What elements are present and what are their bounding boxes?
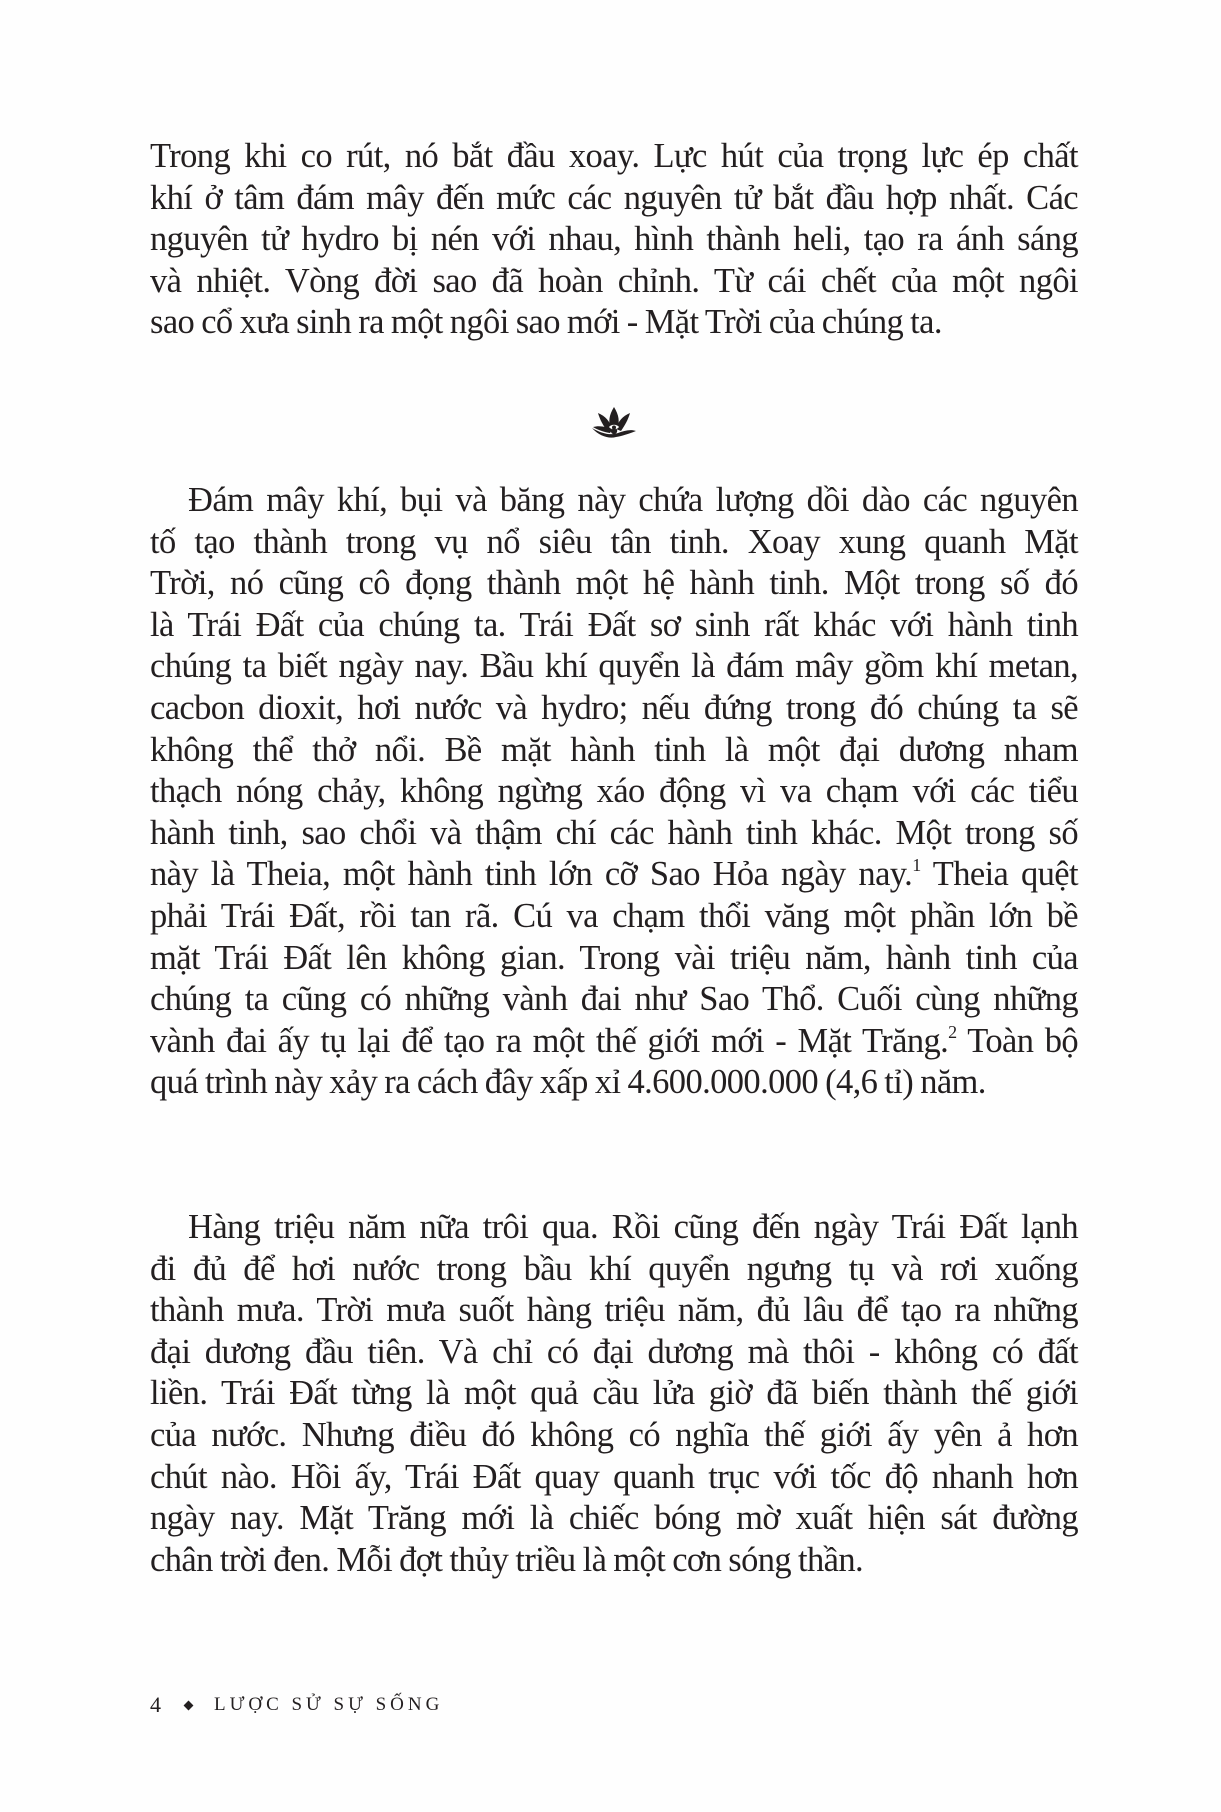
text-line-with-footnote [150,854,1078,896]
text-line: nguyên tử hydro bị nén với nhau, hình thành heli, tạo ra ánh sáng [150,220,1078,259]
text-line: quá trình này xảy ra cách đây xấp xỉ 4.600.000.000 (4,6 tỉ) năm. [150,1063,986,1102]
text-line: đi đủ để hơi nước trong bầu khí quyển ngưng tụ và rơi xuống [150,1249,1078,1288]
text-line: chút nào. Hồi ấy, Trái Đất quay quanh trục với tốc độ nhanh hơn [150,1457,1078,1496]
footnote-marker-1[interactable]: 1 [912,855,921,876]
text-line: phải Trái Đất, rồi tan rã. Cú va chạm thổi văng một phần lớn bề [150,896,1078,935]
text-line: của nước. Nhưng điều đó không có nghĩa thế giới ấy yên ả hơn [150,1415,1078,1454]
text-line: tố tạo thành trong vụ nổ siêu tân tinh. Xoay xung quanh Mặt [150,522,1078,561]
page-number: 4 [150,1692,161,1717]
text-line: và nhiệt. Vòng đời sao đã hoàn chỉnh. Từ cái chết của một ngôi [150,261,1078,300]
page-footer [150,1692,443,1718]
text-line: Hàng triệu năm nữa trôi qua. Rồi cũng đến ngày Trái Đất lạnh [188,1208,1078,1246]
text-line: Đám mây khí, bụi và băng này chứa lượng dồi dào các nguyên [188,481,1078,519]
running-title: LƯỢC SỬ SỰ SỐNG [214,1694,444,1715]
text-line: thạch nóng chảy, không ngừng xáo động vì va chạm với các tiểu [150,772,1078,811]
text-line: mặt Trái Đất lên không gian. Trong vài triệu năm, hành tinh của [150,938,1078,977]
text-line: chúng ta biết ngày nay. Bầu khí quyển là đám mây gồm khí metan, [150,647,1078,686]
text-line: hành tinh, sao chổi và thậm chí các hành tinh khác. Một trong số [150,813,1078,852]
text-line: đại dương đầu tiên. Và chỉ có đại dương mà thôi - không có đất [150,1332,1078,1371]
text-line: Trong khi co rút, nó bắt đầu xoay. Lực hút của trọng lực ép chất [150,137,1078,175]
lotus-flower-icon [590,405,638,441]
footnote-marker-2[interactable]: 2 [948,1021,957,1042]
text-line: không thể thở nổi. Bề mặt hành tinh là một đại dương nham [150,730,1078,769]
line-text-after: Theia quệt [920,855,1078,894]
text-line: chân trời đen. Mỗi đợt thủy triều là một cơn sóng thần. [150,1540,864,1579]
text-line: sao cổ xưa sinh ra một ngôi sao mới - Mặt Trời của chúng ta. [150,303,942,342]
text-line: Trời, nó cũng cô đọng thành một hệ hành tinh. Một trong số đó [150,564,1078,603]
text-line: liền. Trái Đất từng là một quả cầu lửa giờ đã biến thành thế giới [150,1374,1078,1413]
text-line: cacbon dioxit, hơi nước và hydro; nếu đứng trong đó chúng ta sẽ [150,688,1078,727]
text-line-with-footnote [150,1021,1078,1063]
paragraph-3 [150,1207,1078,1581]
line-text-after: Toàn bộ [956,1021,1078,1060]
text-line: ngày nay. Mặt Trăng mới là chiếc bóng mờ xuất hiện sát đường [150,1499,1078,1538]
line-text: vành đai ấy tụ lại để tạo ra một thế giới mới - Mặt Trăng. [150,1021,949,1060]
text-line: khí ở tâm đám mây đến mức các nguyên tử bắt đầu hợp nhất. Các [150,178,1078,217]
text-line: chúng ta cũng có những vành đai như Sao Thổ. Cuối cùng những [150,980,1078,1019]
text-line: thành mưa. Trời mưa suốt hàng triệu năm, đủ lâu để tạo ra những [150,1291,1078,1330]
text-line: là Trái Đất của chúng ta. Trái Đất sơ sinh rất khác với hành tinh [150,605,1078,644]
line-text: này là Theia, một hành tinh lớn cỡ Sao Hỏa ngày nay. [150,855,913,894]
paragraph-1 [150,136,1078,344]
diamond-bullet-icon [184,1700,194,1710]
paragraph-2 [150,480,1078,1104]
